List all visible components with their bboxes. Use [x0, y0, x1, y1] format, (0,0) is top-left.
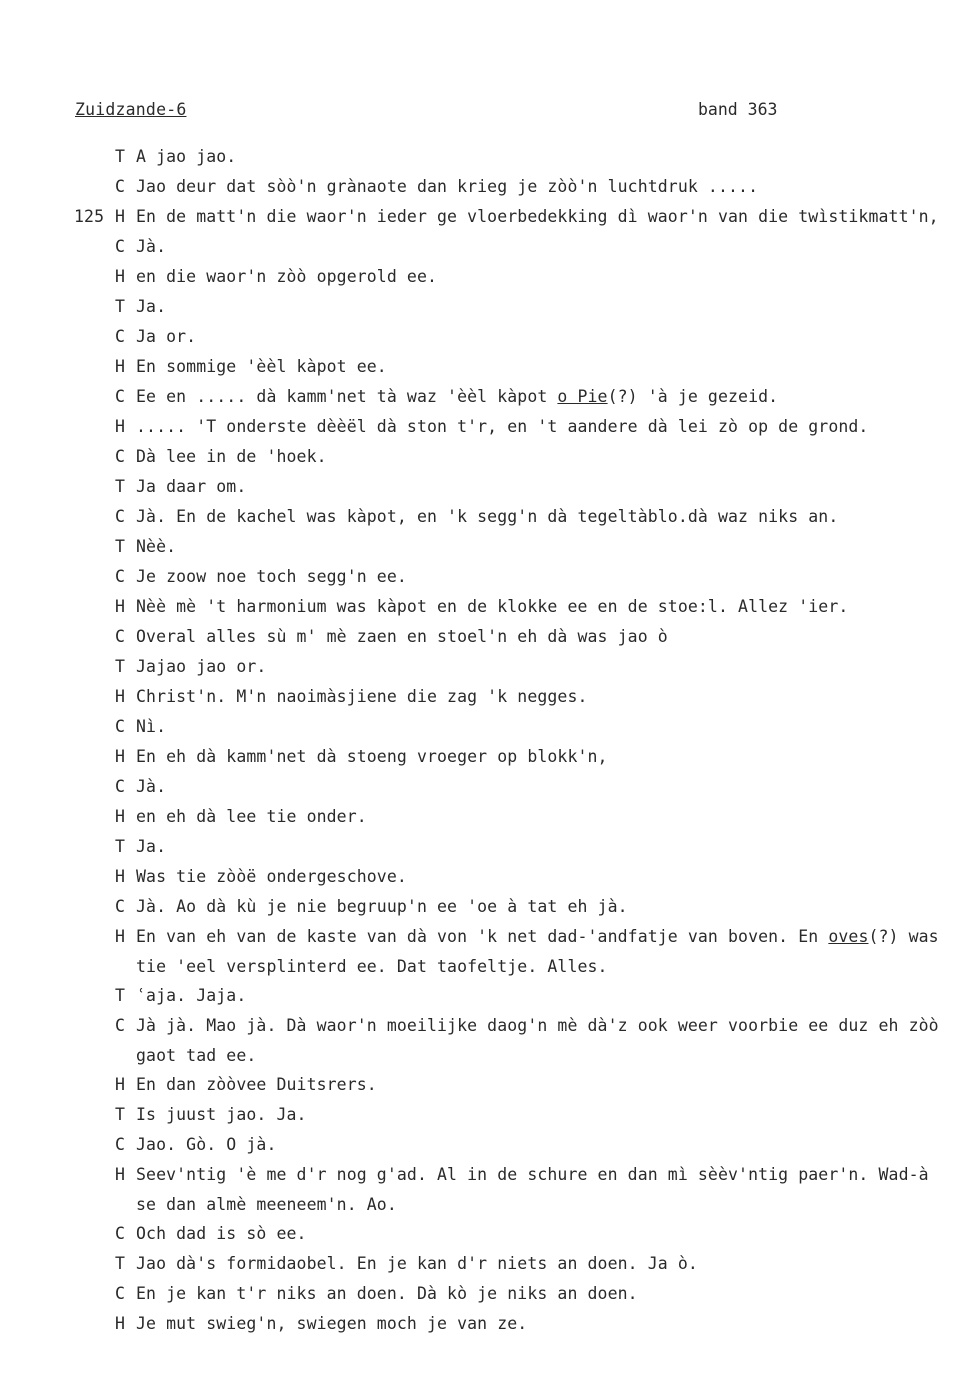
utterance-text-part: Ee en ..... dà kamm'net tà waz 'èèl kàpot: [136, 387, 558, 406]
speaker-label: T: [115, 1105, 126, 1124]
utterance-text: Dà lee in de 'hoek.: [136, 447, 327, 466]
transcript-line: [0, 172, 973, 202]
transcript-line: [0, 292, 973, 322]
transcript-line: [0, 772, 973, 802]
speaker-label: H: [115, 1314, 126, 1333]
transcript-continuation-line: [0, 952, 973, 981]
utterance-text: En eh dà kamm'net dà stoeng vroeger op blokk'n,: [136, 747, 608, 766]
speaker-label: H: [115, 927, 126, 946]
speaker-label: H: [115, 207, 126, 226]
speaker-label: T: [115, 657, 126, 676]
utterance-text: Jà. En de kachel was kàpot, en 'k segg'n dà tegeltàblo.dà waz niks an.: [136, 507, 839, 526]
utterance-text: En sommige 'èèl kàpot ee.: [136, 357, 387, 376]
speaker-label: T: [115, 477, 126, 496]
speaker-label: H: [115, 687, 126, 706]
utterance-text: Jà. Ao dà kù je nie begruup'n ee 'oe à tat eh jà.: [136, 897, 628, 916]
utterance-text: Je mut swieg'n, swiegen moch je van ze.: [136, 1314, 528, 1333]
transcript-line: [0, 802, 973, 832]
transcript-line: [0, 1219, 973, 1249]
transcript-line: [0, 1130, 973, 1160]
utterance-text: Ja.: [136, 297, 167, 316]
utterance-text: Nì.: [136, 717, 167, 736]
utterance-text: Jao. Gò. O jà.: [136, 1135, 277, 1154]
utterance-text-part: En van eh van de kaste van dà von 'k net dad-'andfatje van boven. En: [136, 927, 829, 946]
utterance-text: En je kan t'r niks an doen. Dà kò je niks an doen.: [136, 1284, 638, 1303]
speaker-label: T: [115, 147, 126, 166]
utterance-text: ʿaja. Jaja.: [136, 986, 247, 1005]
utterance-text: A jao jao.: [136, 147, 237, 166]
transcript-line: [0, 532, 973, 562]
speaker-label: H: [115, 867, 126, 886]
speaker-label: C: [115, 177, 126, 196]
speaker-label: H: [115, 357, 126, 376]
utterance-text: Och dad is sò ee.: [136, 1224, 307, 1243]
underlined-uncertain-word: o Pie: [557, 387, 608, 406]
transcript-line: [0, 1249, 973, 1279]
utterance-text: Seev'ntig 'è me d'r nog g'ad. Al in de schure en dan mì sèèv'ntig paer'n. Wad-à: [136, 1165, 929, 1184]
utterance-text: en die waor'n zòò opgerold ee.: [136, 267, 438, 286]
utterance-text: [136, 922, 939, 952]
utterance-text: Jà.: [136, 237, 167, 256]
speaker-label: C: [115, 1016, 126, 1035]
utterance-text: tie 'eel versplinterd ee. Dat taofeltje. Alles.: [136, 957, 608, 976]
utterance-text: se dan almè meeneem'n. Ao.: [136, 1195, 397, 1214]
speaker-label: C: [115, 567, 126, 586]
utterance-text: Ja daar om.: [136, 477, 247, 496]
speaker-label: H: [115, 597, 126, 616]
transcript-line: [0, 322, 973, 352]
transcript-line: [0, 1160, 973, 1190]
tape-reference: band 363: [698, 100, 778, 119]
speaker-label: C: [115, 237, 126, 256]
utterance-text-part: (?) was: [868, 927, 939, 946]
transcript-line: [0, 922, 973, 952]
transcript-continuation-line: [0, 1190, 973, 1219]
speaker-label: H: [115, 1075, 126, 1094]
speaker-label: C: [115, 447, 126, 466]
transcript-lines: [0, 142, 973, 1339]
transcript-line: [0, 442, 973, 472]
utterance-text: Nèè.: [136, 537, 177, 556]
speaker-label: C: [115, 897, 126, 916]
speaker-label: T: [115, 837, 126, 856]
underlined-uncertain-word: oves: [828, 927, 869, 946]
transcript-line: [0, 862, 973, 892]
utterance-text: Jao dà's formidaobel. En je kan d'r niets an doen. Ja ò.: [136, 1254, 698, 1273]
transcript-line: [0, 472, 973, 502]
speaker-label: T: [115, 537, 126, 556]
speaker-label: C: [115, 1135, 126, 1154]
utterance-text: [136, 382, 778, 412]
speaker-label: C: [115, 627, 126, 646]
transcript-line: [0, 742, 973, 772]
speaker-label: T: [115, 1254, 126, 1273]
speaker-label: C: [115, 507, 126, 526]
transcript-line: [0, 652, 973, 682]
speaker-label: T: [115, 986, 126, 1005]
transcript-line: [0, 592, 973, 622]
utterance-text: ..... 'T onderste dèèël dà ston t'r, en 't aandere dà lei zò op de grond.: [136, 417, 869, 436]
utterance-text: En de matt'n die waor'n ieder ge vloerbedekking dì waor'n van die twìstikmatt'n,: [136, 207, 939, 226]
line-number: 125: [74, 207, 105, 226]
transcript-continuation-line: [0, 1041, 973, 1070]
speaker-label: T: [115, 297, 126, 316]
transcript-line: [0, 1309, 973, 1339]
transcript-line: [0, 981, 973, 1011]
transcript-line: [0, 382, 973, 412]
speaker-label: H: [115, 267, 126, 286]
utterance-text: Overal alles sù m' mè zaen en stoel'n eh dà was jao ò: [136, 627, 668, 646]
transcript-line: [0, 142, 973, 172]
transcript-line: [0, 1279, 973, 1309]
transcript-line: [0, 202, 973, 232]
transcript-line: [0, 832, 973, 862]
transcript-line: [0, 262, 973, 292]
transcript-line: [0, 502, 973, 532]
utterance-text: Nèè mè 't harmonium was kàpot en de klokke ee en de stoe:l. Allez 'ier.: [136, 597, 849, 616]
speaker-label: H: [115, 1165, 126, 1184]
speaker-label: H: [115, 807, 126, 826]
utterance-text: Was tie zòòë ondergeschove.: [136, 867, 407, 886]
speaker-label: H: [115, 417, 126, 436]
utterance-text: en eh dà lee tie onder.: [136, 807, 367, 826]
utterance-text: Jà jà. Mao jà. Dà waor'n moeilijke daog'n mè dà'z ook weer voorbie ee duz eh zòò: [136, 1016, 939, 1035]
utterance-text: En dan zòòvee Duitsrers.: [136, 1075, 377, 1094]
utterance-text: Ja or.: [136, 327, 197, 346]
transcript-line: [0, 562, 973, 592]
transcript-line: [0, 412, 973, 442]
transcript-line: [0, 352, 973, 382]
utterance-text: Jajao jao or.: [136, 657, 267, 676]
transcript-line: [0, 1100, 973, 1130]
speaker-label: C: [115, 777, 126, 796]
speaker-label: C: [115, 387, 126, 406]
utterance-text: Is juust jao. Ja.: [136, 1105, 307, 1124]
speaker-label: C: [115, 327, 126, 346]
utterance-text: gaot tad ee.: [136, 1046, 257, 1065]
speaker-label: H: [115, 747, 126, 766]
utterance-text: Ja.: [136, 837, 167, 856]
transcript-line: [0, 1070, 973, 1100]
utterance-text: Christ'n. M'n naoimàsjiene die zag 'k negges.: [136, 687, 588, 706]
transcript-line: [0, 682, 973, 712]
transcript-line: [0, 712, 973, 742]
speaker-label: C: [115, 1224, 126, 1243]
utterance-text: Je zoow noe toch segg'n ee.: [136, 567, 407, 586]
utterance-text: Jao deur dat sòò'n grànaote dan krieg je zòò'n luchtdruk .....: [136, 177, 759, 196]
speaker-label: C: [115, 717, 126, 736]
transcript-line: [0, 232, 973, 262]
utterance-text-part: (?) 'à je gezeid.: [607, 387, 779, 406]
transcript-line: [0, 622, 973, 652]
speaker-label: C: [115, 1284, 126, 1303]
document-title: Zuidzande-6: [75, 100, 187, 119]
utterance-text: Jà.: [136, 777, 167, 796]
transcript-line: [0, 892, 973, 922]
transcript-line: [0, 1011, 973, 1041]
